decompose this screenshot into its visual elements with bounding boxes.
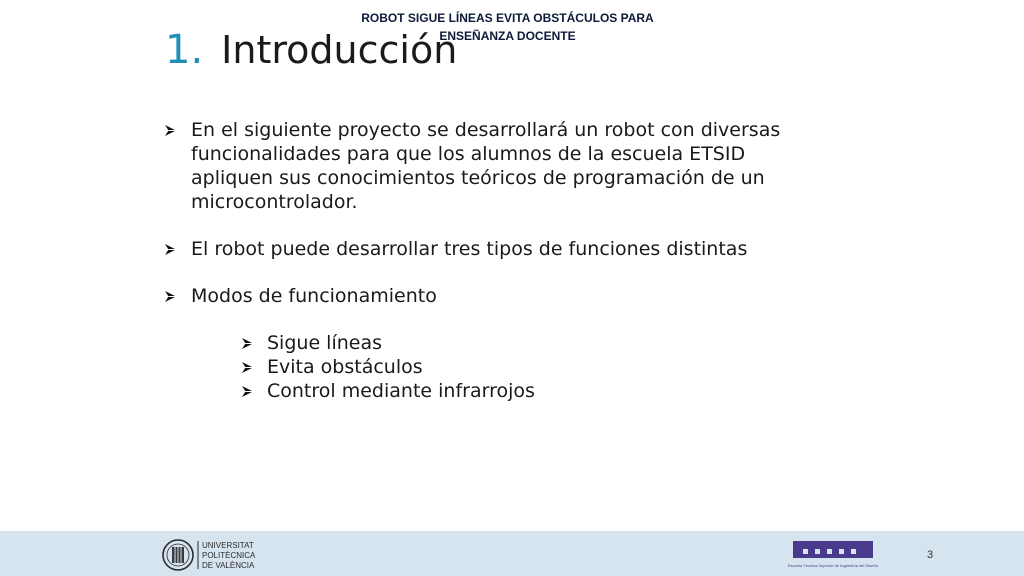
upv-line-1: UNIVERSITAT (202, 541, 254, 550)
arrow-bullet-icon (164, 290, 177, 303)
mode-text: Evita obstáculos (267, 356, 423, 378)
bullet-text: En el siguiente proyecto se desarrollará un robot con diversas funcionalidades para que los alumnos de la escuela ETSID apliquen sus conocimientos teóricos de programación de un microcontrolador. (191, 119, 781, 213)
etsid-caption: Escuela Técnica Superior de Ingeniería del Diseño (788, 563, 878, 568)
upv-line-2: POLITÈCNICA (202, 551, 256, 560)
footer-title (300, 9, 715, 45)
arrow-bullet-icon (164, 243, 177, 256)
mode-item (241, 379, 824, 403)
footer-line-1: ROBOT SIGUE LÍNEAS EVITA OBSTÁCULOS PARA (361, 11, 654, 25)
slide-content (164, 118, 824, 403)
upv-logo (161, 538, 266, 572)
arrow-bullet-icon (241, 361, 254, 374)
arrow-bullet-icon (241, 385, 254, 398)
bullet-text: El robot puede desarrollar tres tipos de funciones distintas (191, 238, 748, 260)
mode-item (241, 331, 824, 355)
mode-text: Control mediante infrarrojos (267, 380, 535, 402)
page-number: 3 (926, 549, 934, 561)
mode-item (241, 355, 824, 379)
title-text: Introducción (221, 28, 458, 72)
bullet-text: Modos de funcionamiento (191, 285, 437, 307)
mode-text: Sigue líneas (267, 332, 383, 354)
arrow-bullet-icon (164, 124, 177, 137)
section-number: 1. (165, 27, 204, 73)
arrow-bullet-icon (241, 337, 254, 350)
bullet-item (164, 118, 824, 214)
upv-line-3: DE VALÈNCIA (202, 561, 255, 570)
bullet-item (164, 237, 824, 261)
modes-list (164, 331, 824, 403)
etsid-logo (788, 540, 888, 570)
bullet-item (164, 284, 824, 308)
footer-line-2: ENSEÑANZA DOCENTE (439, 29, 576, 43)
